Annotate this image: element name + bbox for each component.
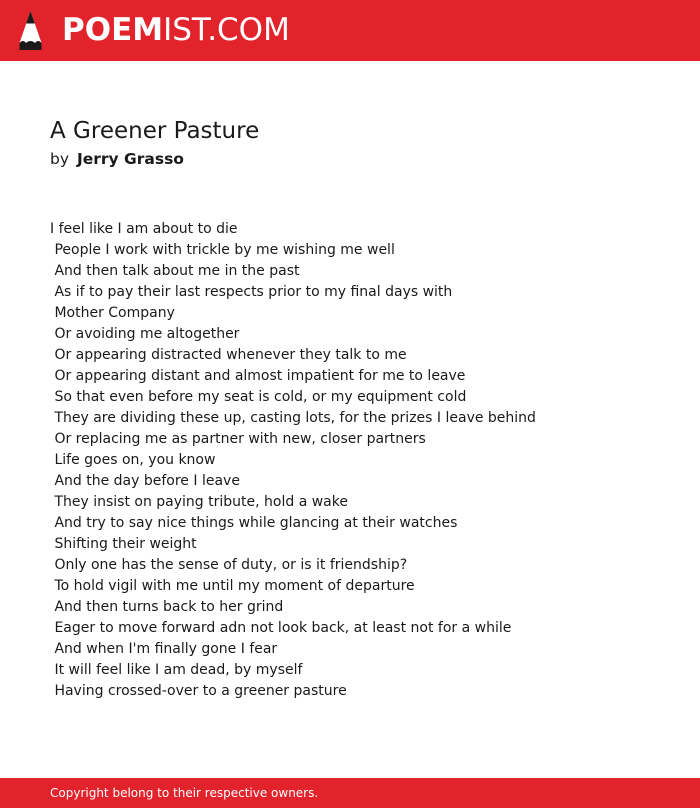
poem-line: People I work with trickle by me wishing me well bbox=[50, 242, 395, 258]
poem-line: They insist on paying tribute, hold a wake bbox=[50, 494, 348, 510]
poem-body bbox=[50, 219, 670, 702]
poem-line: It will feel like I am dead, by myself bbox=[50, 662, 303, 678]
poem-line: And the day before I leave bbox=[50, 473, 240, 489]
poem-line: Or appearing distracted whenever they talk to me bbox=[50, 347, 407, 363]
poem-line: And try to say nice things while glancing at their watches bbox=[50, 515, 458, 531]
site-logo[interactable] bbox=[62, 12, 290, 48]
poem-line: Life goes on, you know bbox=[50, 452, 216, 468]
poem-line: Eager to move forward adn not look back, at least not for a while bbox=[50, 620, 512, 636]
site-footer bbox=[0, 778, 700, 808]
poem-line: Shifting their weight bbox=[50, 536, 197, 552]
poem-line: And then turns back to her grind bbox=[50, 599, 284, 615]
copyright-text: Copyright belong to their respective owners. bbox=[50, 786, 319, 800]
poem-line: And when I'm finally gone I fear bbox=[50, 641, 278, 657]
poem-line: Having crossed-over to a greener pasture bbox=[50, 683, 347, 699]
poem-line: To hold vigil with me until my moment of departure bbox=[50, 578, 415, 594]
logo-light-text: IST.COM bbox=[163, 12, 290, 48]
poem-line: As if to pay their last respects prior to my final days with bbox=[50, 284, 453, 300]
byline bbox=[50, 149, 184, 169]
poem-line: Only one has the sense of duty, or is it friendship? bbox=[50, 557, 408, 573]
logo-bold-text: POEM bbox=[62, 12, 164, 48]
poem-line: So that even before my seat is cold, or my equipment cold bbox=[50, 389, 467, 405]
poem-line: I feel like I am about to die bbox=[50, 221, 238, 237]
poem-title: A Greener Pasture bbox=[50, 118, 260, 144]
author-name[interactable]: Jerry Grasso bbox=[76, 150, 184, 168]
pencil-icon bbox=[18, 10, 43, 51]
poem-line: They are dividing these up, casting lots, for the prizes I leave behind bbox=[50, 410, 536, 426]
poem-line: Or replacing me as partner with new, closer partners bbox=[50, 431, 426, 447]
by-label: by bbox=[50, 150, 70, 168]
site-header bbox=[0, 0, 700, 61]
poem-line: Or avoiding me altogether bbox=[50, 326, 240, 342]
poem-line: Or appearing distant and almost impatient for me to leave bbox=[50, 368, 466, 384]
poem-line: Mother Company bbox=[50, 305, 175, 321]
poem-line: And then talk about me in the past bbox=[50, 263, 300, 279]
